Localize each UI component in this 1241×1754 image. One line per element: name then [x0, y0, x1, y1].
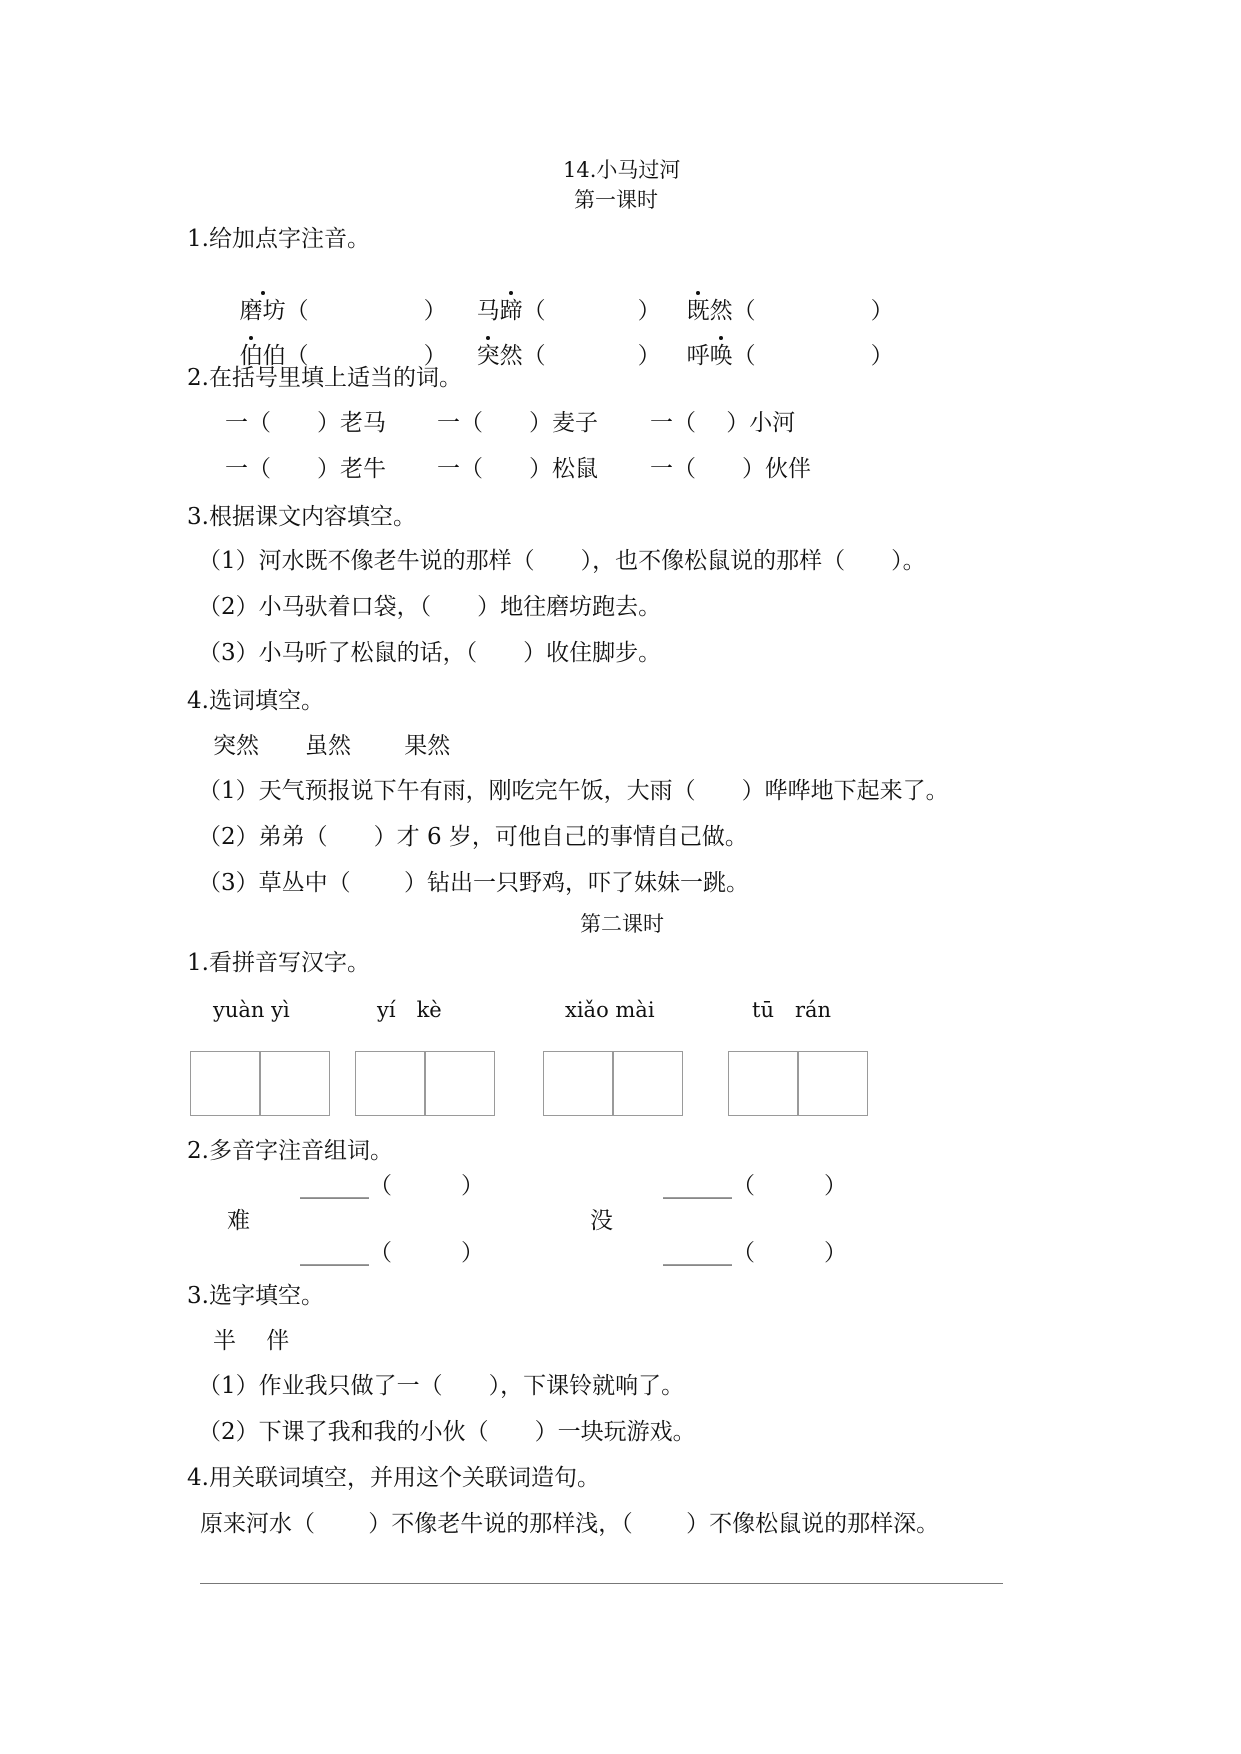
dotted-chars: 突: [476, 343, 500, 369]
l1-q4-prompt: 4.选词填空。: [187, 688, 324, 714]
l1-q4-item: （1）天气预报说下午有雨，刚吃完午饭，大雨（ ）哗哗地下起来了。: [198, 778, 949, 804]
pinyin-label: yí kè: [377, 998, 442, 1022]
pinyin-label: xiǎo mài: [565, 998, 655, 1022]
l2-q4-prompt: 4.用关联词填空，并用这个关联词造句。: [187, 1465, 600, 1491]
l1-q2-item: 一（ ）老牛: [225, 456, 386, 482]
dotted-chars: 既: [686, 298, 710, 324]
l1-q4-item: （2）弟弟（ ）才 6 岁，可他自己的事情自己做。: [198, 824, 748, 850]
l1-q3-item: （2）小马驮着口袋，（ ）地往磨坊跑去。: [198, 594, 662, 620]
l2-q3-item: （1）作业我只做了一（ ），下课铃就响了。: [198, 1373, 685, 1399]
dotted-chars: 蹄: [499, 298, 523, 324]
l1-q2-item: 一（ ）松鼠: [437, 456, 598, 482]
writing-box[interactable]: [728, 1051, 798, 1116]
pinyin-label: yuàn yì: [213, 998, 290, 1022]
l1-q2-item: 一（ ）小河: [650, 410, 796, 436]
writing-box[interactable]: [543, 1051, 613, 1116]
l1-q2-item: 一（ ）伙伴: [650, 456, 811, 482]
l2-q2-prompt: 2.多音字注音组词。: [187, 1138, 393, 1164]
l1-q1-item: 马蹄（ ）: [476, 298, 661, 324]
l2-q3-item: （2）下课了我和我的小伙（ ）一块玩游戏。: [198, 1419, 696, 1445]
l1-q3-item: （3）小马听了松鼠的话，（ ）收住脚步。: [198, 640, 662, 666]
answer-blank: ______（ ）: [300, 1240, 484, 1266]
answer-blank: ______（ ）: [663, 1173, 847, 1199]
polyphone-char: 难: [227, 1208, 250, 1234]
l1-q2-item: 一（ ）麦子: [437, 410, 598, 436]
l1-q1-item: 磨坊（ ）: [239, 298, 447, 324]
writing-box[interactable]: [613, 1051, 683, 1116]
worksheet-title: 14.小马过河: [563, 158, 681, 182]
answer-blank: ______（ ）: [300, 1173, 484, 1199]
l2-q3-prompt: 3.选字填空。: [187, 1283, 324, 1309]
l1-q3-item: （1）河水既不像老牛说的那样（ ），也不像松鼠说的那样（ ）。: [198, 548, 926, 574]
writing-box[interactable]: [425, 1051, 495, 1116]
l1-q1-prompt: 1.给加点字注音。: [187, 226, 370, 252]
writing-box[interactable]: [355, 1051, 425, 1116]
l1-q1-item: 伯伯（ ）: [239, 343, 447, 369]
l1-q4-options: 突然 虽然 果然: [213, 733, 451, 759]
dotted-chars: 伯: [239, 343, 263, 369]
dotted-chars: 磨坊: [239, 298, 286, 324]
l1-q2-item: 一（ ）老马: [225, 410, 386, 436]
l1-q2-prompt: 2.在括号里填上适当的词。: [187, 365, 462, 391]
writing-box[interactable]: [798, 1051, 868, 1116]
writing-box[interactable]: [190, 1051, 260, 1116]
lesson1-heading: 第一课时: [574, 188, 658, 212]
l1-q4-item: （3）草丛中（ ）钻出一只野鸡，吓了妹妹一跳。: [198, 870, 749, 896]
l1-q1-item: 既然（ ）: [686, 298, 894, 324]
answer-blank: ______（ ）: [663, 1240, 847, 1266]
l2-q4-sentence: 原来河水（ ）不像老牛说的那样浅，（ ）不像松鼠说的那样深。: [200, 1511, 940, 1537]
dotted-chars: 唤: [709, 343, 733, 369]
l1-q1-item: 突然（ ）: [476, 343, 661, 369]
writing-box[interactable]: [260, 1051, 330, 1116]
pinyin-label: tū rán: [752, 998, 832, 1022]
l2-q1-prompt: 1.看拼音写汉字。: [187, 950, 370, 976]
polyphone-char: 没: [590, 1208, 613, 1234]
l2-q3-options: 半 伴: [213, 1328, 290, 1354]
answer-line[interactable]: [200, 1583, 1003, 1584]
l1-q1-item: 呼唤（ ）: [686, 343, 894, 369]
lesson2-heading: 第二课时: [580, 912, 664, 936]
l1-q3-prompt: 3.根据课文内容填空。: [187, 504, 416, 530]
